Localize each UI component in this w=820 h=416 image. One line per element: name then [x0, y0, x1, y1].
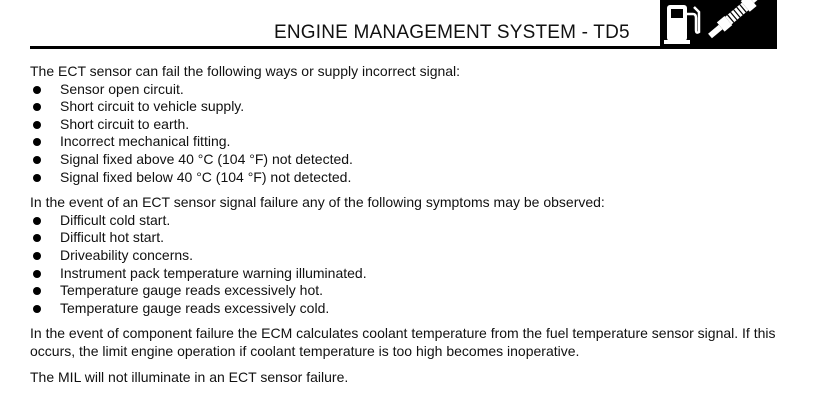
list-item: Signal fixed above 40 °C (104 °F) not detected.	[30, 151, 790, 169]
fuel-pump-and-glow-plug-icon	[660, 0, 777, 49]
bullet-icon	[33, 217, 41, 225]
symptoms-intro-paragraph: In the event of an ECT sensor signal failure any of the following symptoms may be observed:	[30, 194, 605, 211]
bullet-icon	[33, 305, 41, 313]
list-item: Short circuit to earth.	[30, 116, 790, 134]
bullet-icon	[33, 138, 41, 146]
intro-paragraph: The ECT sensor can fail the following ways or supply incorrect signal:	[30, 63, 461, 79]
bullet-icon	[33, 252, 41, 260]
list-item: Signal fixed below 40 °C (104 °F) not detected.	[30, 169, 790, 187]
bullet-icon	[33, 86, 41, 94]
bullet-icon	[33, 156, 41, 164]
document-body	[30, 63, 790, 386]
list-item: Sensor open circuit.	[30, 81, 790, 99]
list-item: Difficult hot start.	[30, 229, 790, 247]
header-rule	[30, 46, 661, 49]
list-item: Driveability concerns.	[30, 247, 790, 265]
bullet-icon	[33, 270, 41, 278]
list-item: Incorrect mechanical fitting.	[30, 133, 790, 151]
bullet-icon	[33, 287, 41, 295]
list-item: Short circuit to vehicle supply.	[30, 98, 790, 116]
mil-note-paragraph: The MIL will not illuminate in an ECT sensor failure.	[30, 368, 349, 385]
list-item: Temperature gauge reads excessively hot.	[30, 282, 790, 300]
page-title: ENGINE MANAGEMENT SYSTEM - TD5	[274, 22, 630, 43]
list-item: Temperature gauge reads excessively cold.	[30, 300, 790, 318]
bullet-icon	[33, 103, 41, 111]
bullet-icon	[33, 121, 41, 129]
list-item: Instrument pack temperature warning illuminated.	[30, 265, 790, 283]
failure-modes-list	[30, 81, 790, 187]
bullet-icon	[33, 174, 41, 182]
list-item: Difficult cold start.	[30, 212, 790, 230]
bullet-icon	[33, 234, 41, 242]
component-failure-paragraph: In the event of component failure the ECM calculates coolant temperature from the fuel temperature sensor signal. If this occurs, the limit engine operation if coolant temperature is too high becomes inoperative.	[30, 325, 776, 359]
symptoms-list	[30, 212, 790, 318]
